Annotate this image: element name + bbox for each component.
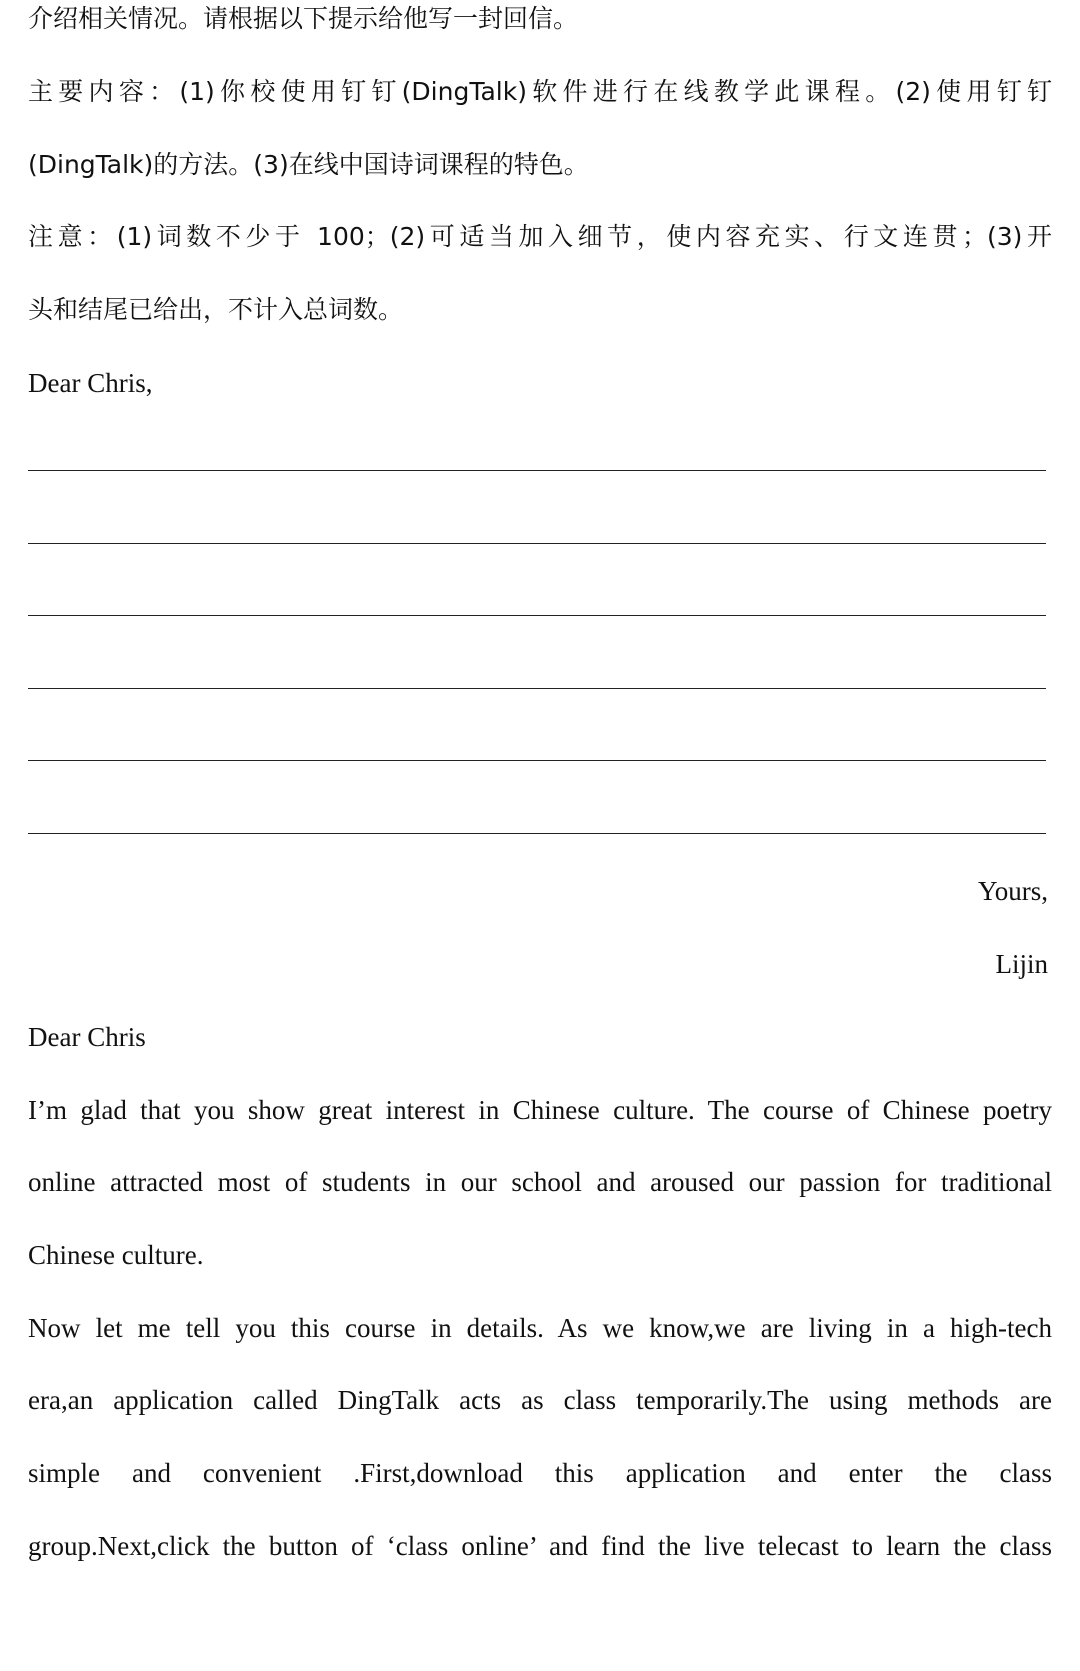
prompt-line-1: 介绍相关情况。请根据以下提示给他写一封回信。 [28,4,579,33]
template-signature: Lijin [995,949,1048,979]
template-salutation: Dear Chris, [28,368,153,398]
answer-paragraph-1-line: online attracted most of students in our school and aroused our passion for traditional [28,1167,1052,1197]
writing-line [28,470,1046,471]
answer-paragraph-2-line: simple and convenient .First,download this application and enter the class [28,1458,1052,1488]
answer-paragraph-1-line: I’m glad that you show great interest in Chinese culture. The course of Chinese poetry [28,1095,1052,1125]
prompt-line-3: (DingTalk)的方法。(3)在线中国诗词课程的特色。 [28,150,589,179]
answer-paragraph-1-line: Chinese culture. [28,1240,204,1270]
writing-line [28,615,1046,616]
template-closing: Yours, [977,876,1048,906]
writing-line [28,688,1046,689]
answer-paragraph-2-line: group.Next,click the button of ‘class online’ and find the live telecast to learn the class [28,1531,1052,1561]
prompt-line-2: 主要内容：(1)你校使用钉钉(DingTalk)软件进行在线教学此课程。(2)使用钉钉 [28,77,1052,106]
writing-line [28,833,1046,834]
prompt-line-4: 注意：(1)词数不少于 100；(2)可适当加入细节，使内容充实、行文连贯；(3)开 [28,222,1052,251]
answer-salutation: Dear Chris [28,1022,146,1052]
prompt-line-5: 头和结尾已给出，不计入总词数。 [28,295,404,324]
writing-line [28,543,1046,544]
answer-paragraph-2-line: Now let me tell you this course in details. As we know,we are living in a high-tech [28,1313,1052,1343]
writing-line [28,760,1046,761]
answer-paragraph-2-line: era,an application called DingTalk acts as class temporarily.The using methods are [28,1385,1052,1415]
